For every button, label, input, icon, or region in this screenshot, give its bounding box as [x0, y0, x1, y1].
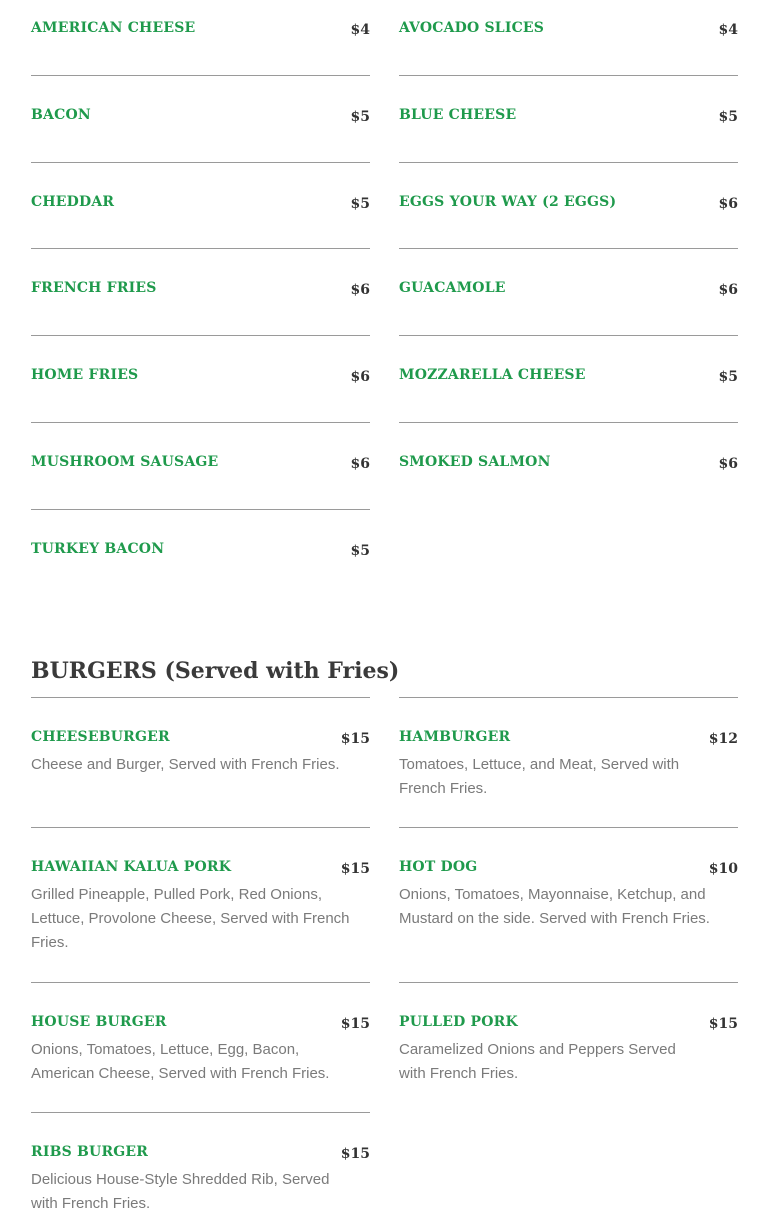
item-description: Cheese and Burger, Served with French Fries.	[31, 756, 340, 773]
divider	[399, 248, 738, 249]
item-price: $4	[718, 22, 738, 38]
item-price: $15	[340, 861, 370, 877]
item-price: $15	[340, 1016, 370, 1032]
divider	[399, 75, 738, 76]
item-name: HOT DOG	[399, 859, 478, 875]
item-price: $6	[350, 369, 370, 385]
item-price: $5	[350, 196, 370, 212]
divider	[399, 982, 738, 983]
item-price: $6	[350, 456, 370, 472]
divider	[31, 422, 370, 423]
item-price: $12	[708, 731, 738, 747]
item-price: $6	[350, 282, 370, 298]
item-price: $15	[340, 1146, 370, 1162]
divider	[31, 248, 370, 249]
item-name: HAWAIIAN KALUA PORK	[31, 859, 232, 875]
item-name: CHEDDAR	[31, 194, 115, 210]
item-price: $5	[718, 369, 738, 385]
divider	[31, 1112, 370, 1113]
divider	[399, 697, 738, 698]
item-description: Onions, Tomatoes, Lettuce, Egg, Bacon, American Cheese, Served with French Fries.	[31, 1041, 330, 1082]
divider	[31, 697, 370, 698]
item-name: FRENCH FRIES	[31, 280, 157, 296]
section-title: BURGERS (Served with Fries)	[31, 658, 400, 684]
item-name: HAMBURGER	[399, 729, 511, 745]
divider	[399, 335, 738, 336]
divider	[31, 982, 370, 983]
divider	[31, 335, 370, 336]
divider	[399, 827, 738, 828]
item-name: AMERICAN CHEESE	[31, 20, 196, 36]
item-name: RIBS BURGER	[31, 1144, 149, 1160]
item-description: Onions, Tomatoes, Mayonnaise, Ketchup, and Mustard on the side. Served with French Fries.	[399, 886, 710, 927]
item-description: Grilled Pineapple, Pulled Pork, Red Onions, Lettuce, Provolone Cheese, Served with French Fries.	[31, 886, 350, 951]
item-name: PULLED PORK	[399, 1014, 518, 1030]
item-price: $6	[718, 282, 738, 298]
divider	[31, 827, 370, 828]
item-description: Delicious House-Style Shredded Rib, Served with French Fries.	[31, 1171, 330, 1212]
divider	[31, 75, 370, 76]
item-name: TURKEY BACON	[31, 541, 165, 557]
item-description: Tomatoes, Lettuce, and Meat, Served with French Fries.	[399, 756, 680, 797]
item-name: MOZZARELLA CHEESE	[399, 367, 586, 383]
divider	[399, 162, 738, 163]
item-price: $6	[718, 456, 738, 472]
item-name: BACON	[31, 107, 91, 123]
item-price: $15	[708, 1016, 738, 1032]
item-name: CHEESEBURGER	[31, 729, 170, 745]
item-name: AVOCADO SLICES	[399, 20, 545, 36]
divider	[31, 509, 370, 510]
item-name: BLUE CHEESE	[399, 107, 517, 123]
item-price: $5	[718, 109, 738, 125]
item-price: $5	[350, 543, 370, 559]
item-name: GUACAMOLE	[399, 280, 506, 296]
item-name: MUSHROOM SAUSAGE	[31, 454, 219, 470]
item-price: $4	[350, 22, 370, 38]
item-price: $6	[718, 196, 738, 212]
item-name: HOME FRIES	[31, 367, 139, 383]
item-name: EGGS YOUR WAY (2 EGGS)	[399, 194, 617, 210]
item-price: $15	[340, 731, 370, 747]
divider	[31, 162, 370, 163]
item-name: HOUSE BURGER	[31, 1014, 167, 1030]
divider	[399, 422, 738, 423]
item-price: $10	[708, 861, 738, 877]
item-description: Caramelized Onions and Peppers Served with French Fries.	[399, 1041, 676, 1082]
item-price: $5	[350, 109, 370, 125]
item-name: SMOKED SALMON	[399, 454, 551, 470]
